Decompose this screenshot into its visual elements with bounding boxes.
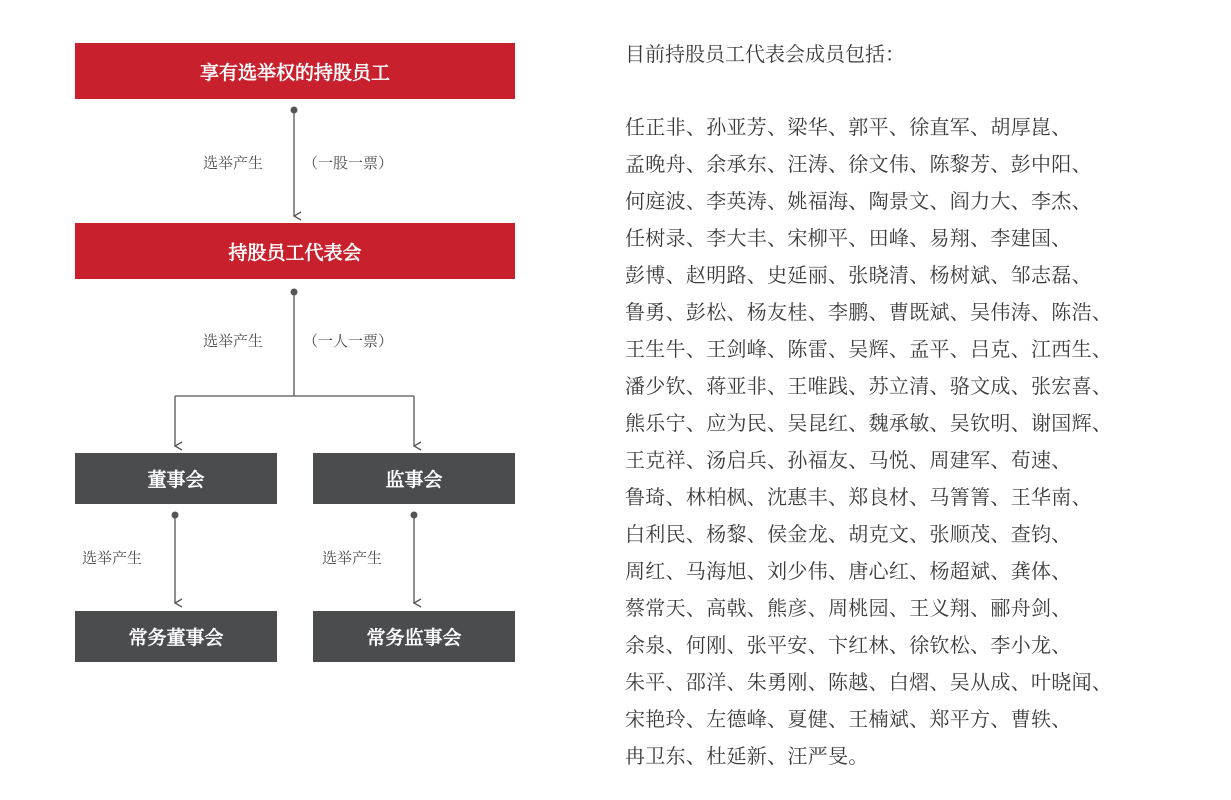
edge-label-elect-4: 选举产生: [322, 549, 383, 567]
members-line: 周红、马海旭、刘少伟、唐心红、杨超斌、龚体、: [625, 559, 1072, 583]
members-line: 孟晚舟、余承东、汪涛、徐文伟、陈黎芳、彭中阳、: [625, 152, 1092, 176]
members-line: 宋艳玲、左德峰、夏健、王楠斌、郑平方、曹轶、: [625, 707, 1072, 731]
edge-label-elect-2: 选举产生: [203, 332, 264, 350]
members-line: 王生牛、王剑峰、陈雷、吴辉、孟平、吕克、江西生、: [625, 337, 1113, 361]
members-line: 冉卫东、杜延新、汪严旻。: [625, 744, 869, 768]
node-standing-board: [75, 611, 277, 662]
members-line: 朱平、邵洋、朱勇刚、陈越、白熠、吴从成、叶晓闻、: [625, 670, 1113, 694]
members-line: 余泉、何刚、张平安、卞红林、徐钦松、李小龙、: [625, 633, 1072, 657]
members-line: 蔡常天、高戟、熊彦、周桃园、王义翔、郦舟剑、: [625, 596, 1072, 620]
members-list: [625, 109, 1185, 775]
members-line: 任正非、孙亚芳、梁华、郭平、徐直军、胡厚崑、: [625, 115, 1072, 139]
node-shareholders-label: 享有选举权的持股员工: [199, 61, 390, 84]
node-board: [75, 453, 277, 504]
edge-label-elect-1: 选举产生: [203, 154, 264, 172]
node-standing-supervisory: [313, 611, 515, 662]
members-line: 潘少钦、蒋亚非、王唯践、苏立清、骆文成、张宏喜、: [625, 374, 1113, 398]
members-line: 任树录、李大丰、宋柳平、田峰、易翔、李建国、: [625, 226, 1072, 250]
edge-label-vote-2: （一人一票）: [303, 332, 394, 350]
node-shareholders: [75, 43, 515, 99]
members-line: 熊乐宁、应为民、吴昆红、魏承敏、吴钦明、谢国辉、: [625, 411, 1113, 435]
node-board-label: 董事会: [147, 469, 205, 491]
members-line: 鲁勇、彭松、杨友桂、李鹏、曹既斌、吴伟涛、陈浩、: [625, 300, 1113, 324]
edge-label-vote-1: （一股一票）: [303, 154, 394, 172]
members-line: 彭博、赵明路、史延丽、张晓清、杨树斌、邹志磊、: [625, 263, 1092, 287]
node-supervisory: [313, 453, 515, 504]
node-representatives-label: 持股员工代表会: [228, 241, 362, 264]
members-line: 鲁琦、林柏枫、沈惠丰、郑良材、马箐箐、王华南、: [625, 485, 1092, 509]
members-line: 何庭波、李英涛、姚福海、陶景文、阎力大、李杰、: [625, 189, 1092, 213]
node-representatives: [75, 223, 515, 279]
members-title: 目前持股员工代表会成员包括：: [625, 42, 905, 66]
members-line: 王克祥、汤启兵、孙福友、马悦、周建军、荀速、: [625, 448, 1072, 472]
members-line: 白利民、杨黎、侯金龙、胡克文、张顺茂、查钧、: [625, 522, 1072, 546]
node-standing-supervisory-label: 常务监事会: [366, 627, 462, 649]
node-standing-board-label: 常务董事会: [128, 627, 224, 649]
node-supervisory-label: 监事会: [385, 469, 443, 491]
edge-label-elect-3: 选举产生: [82, 549, 143, 567]
